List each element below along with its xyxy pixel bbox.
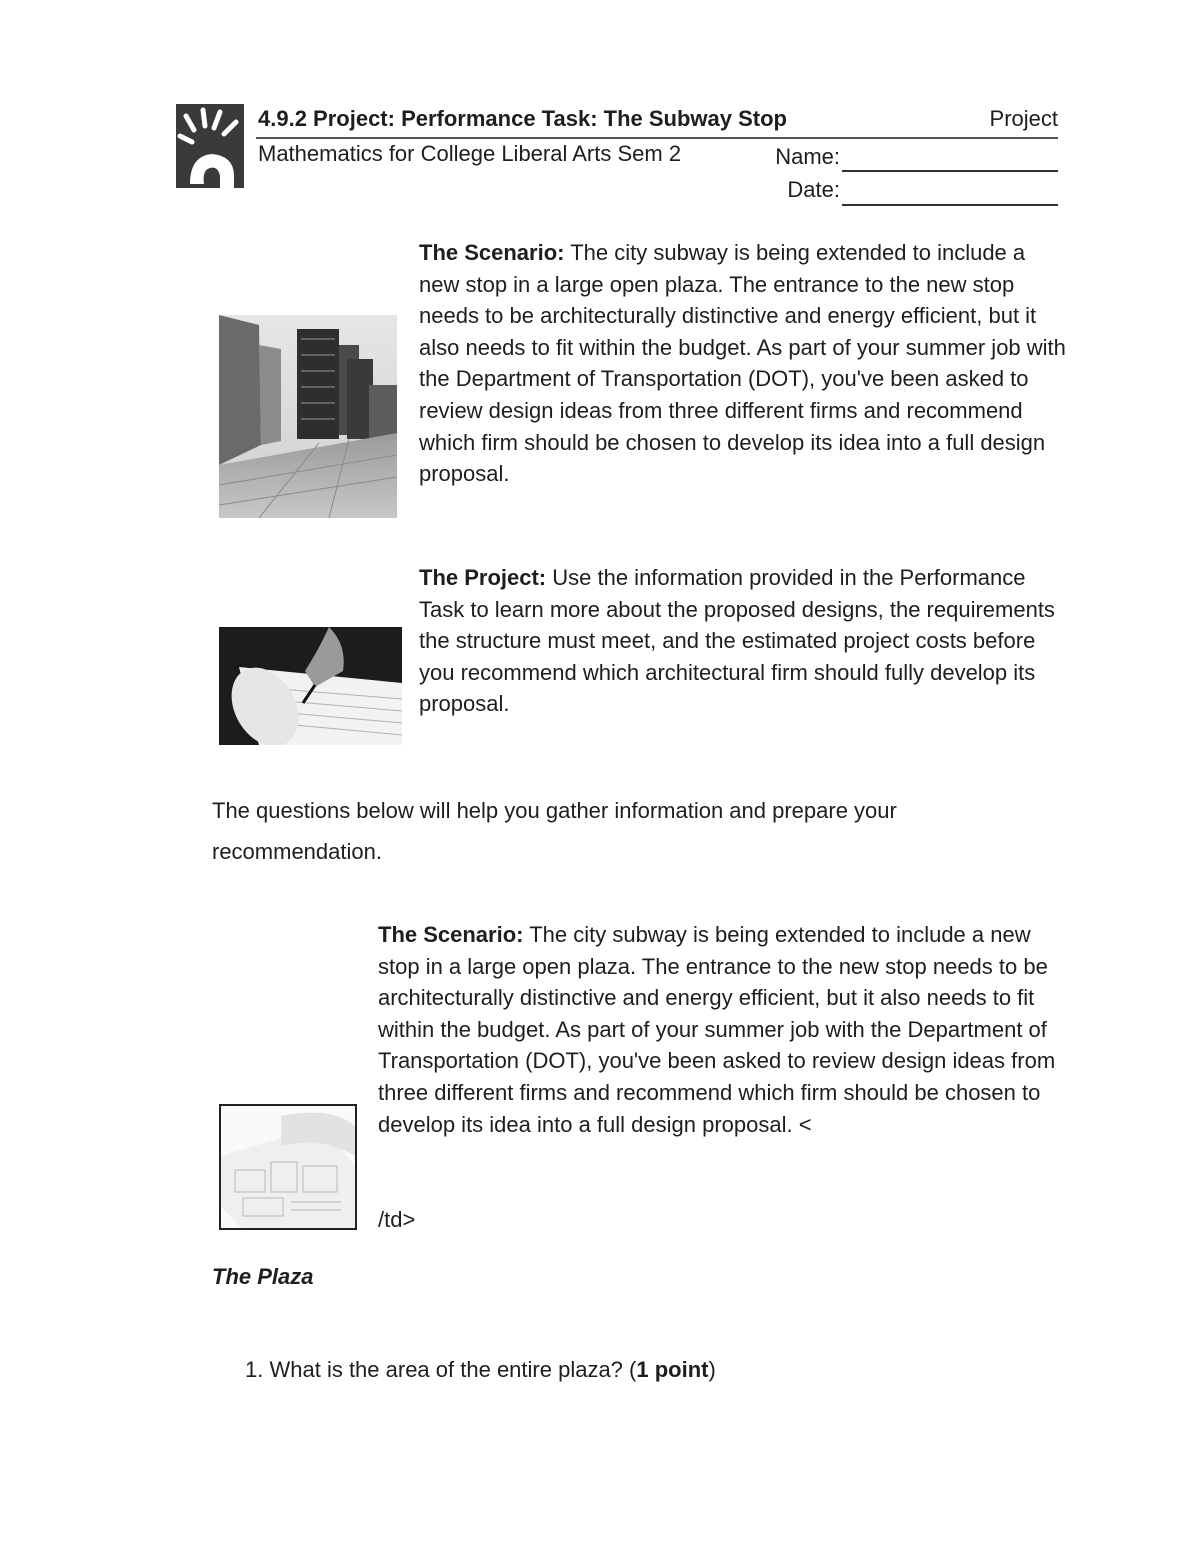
intro-paragraph: The questions below will help you gather information and prepare your recommendation.: [212, 798, 897, 864]
question-points: 1 point: [636, 1357, 709, 1382]
date-field[interactable]: [842, 204, 1058, 206]
document-title: 4.9.2 Project: Performance Task: The Subway Stop: [258, 106, 787, 131]
lightbulb-logo-icon: [176, 104, 244, 188]
document-type: Project: [989, 106, 1058, 131]
date-label: Date:: [787, 177, 840, 202]
course-name: Mathematics for College Liberal Arts Sem 2: [258, 141, 682, 166]
writing-notebook-image: [219, 627, 402, 745]
blueprint-plans-image: [219, 1104, 357, 1230]
name-label: Name:: [775, 144, 840, 169]
city-plaza-image: [219, 315, 397, 518]
name-field[interactable]: [842, 170, 1058, 172]
scenario-label: The Scenario:: [378, 922, 524, 947]
question-close: ): [708, 1357, 716, 1382]
section-heading: The Plaza: [212, 1264, 314, 1289]
question-text: What is the area of the entire plaza? (: [269, 1357, 637, 1382]
scenario-text: The city subway is being extended to include a new stop in a large open plaza. The entrance to the new stop needs to be architecturally distinctive and energy efficient, but it also needs to fit within the budget. As part of your summer job with the Department of Transportation (DOT), you've been asked to review design ideas from three different firms and recommend which firm should be chosen to develop its idea into a full design proposal. <: [378, 922, 1056, 1137]
header-divider: [256, 137, 1058, 139]
scenario-paragraph-repeat: [378, 919, 1068, 1140]
scenario-label: The Scenario:: [419, 240, 565, 265]
question-number: 1.: [245, 1357, 264, 1382]
project-label: The Project:: [419, 565, 547, 590]
project-text: Use the information provided in the Performance Task to learn more about the proposed designs, the requirements the structure must meet, and the estimated project costs before you recommend which architectural firm should fully develop its proposal.: [419, 565, 1055, 717]
project-paragraph: [419, 562, 1069, 720]
scenario-text: The city subway is being extended to include a new stop in a large open plaza. The entrance to the new stop needs to be architecturally distinctive and energy efficient, but it also needs to fit within the budget. As part of your summer job with the Department of Transportation (DOT), you've been asked to review design ideas from three different firms and recommend which firm should be chosen to develop its idea into a full design proposal.: [419, 240, 1066, 487]
stray-markup-fragment: /td>: [378, 1207, 416, 1232]
question-item: [245, 1357, 716, 1383]
scenario-paragraph: [419, 237, 1069, 490]
